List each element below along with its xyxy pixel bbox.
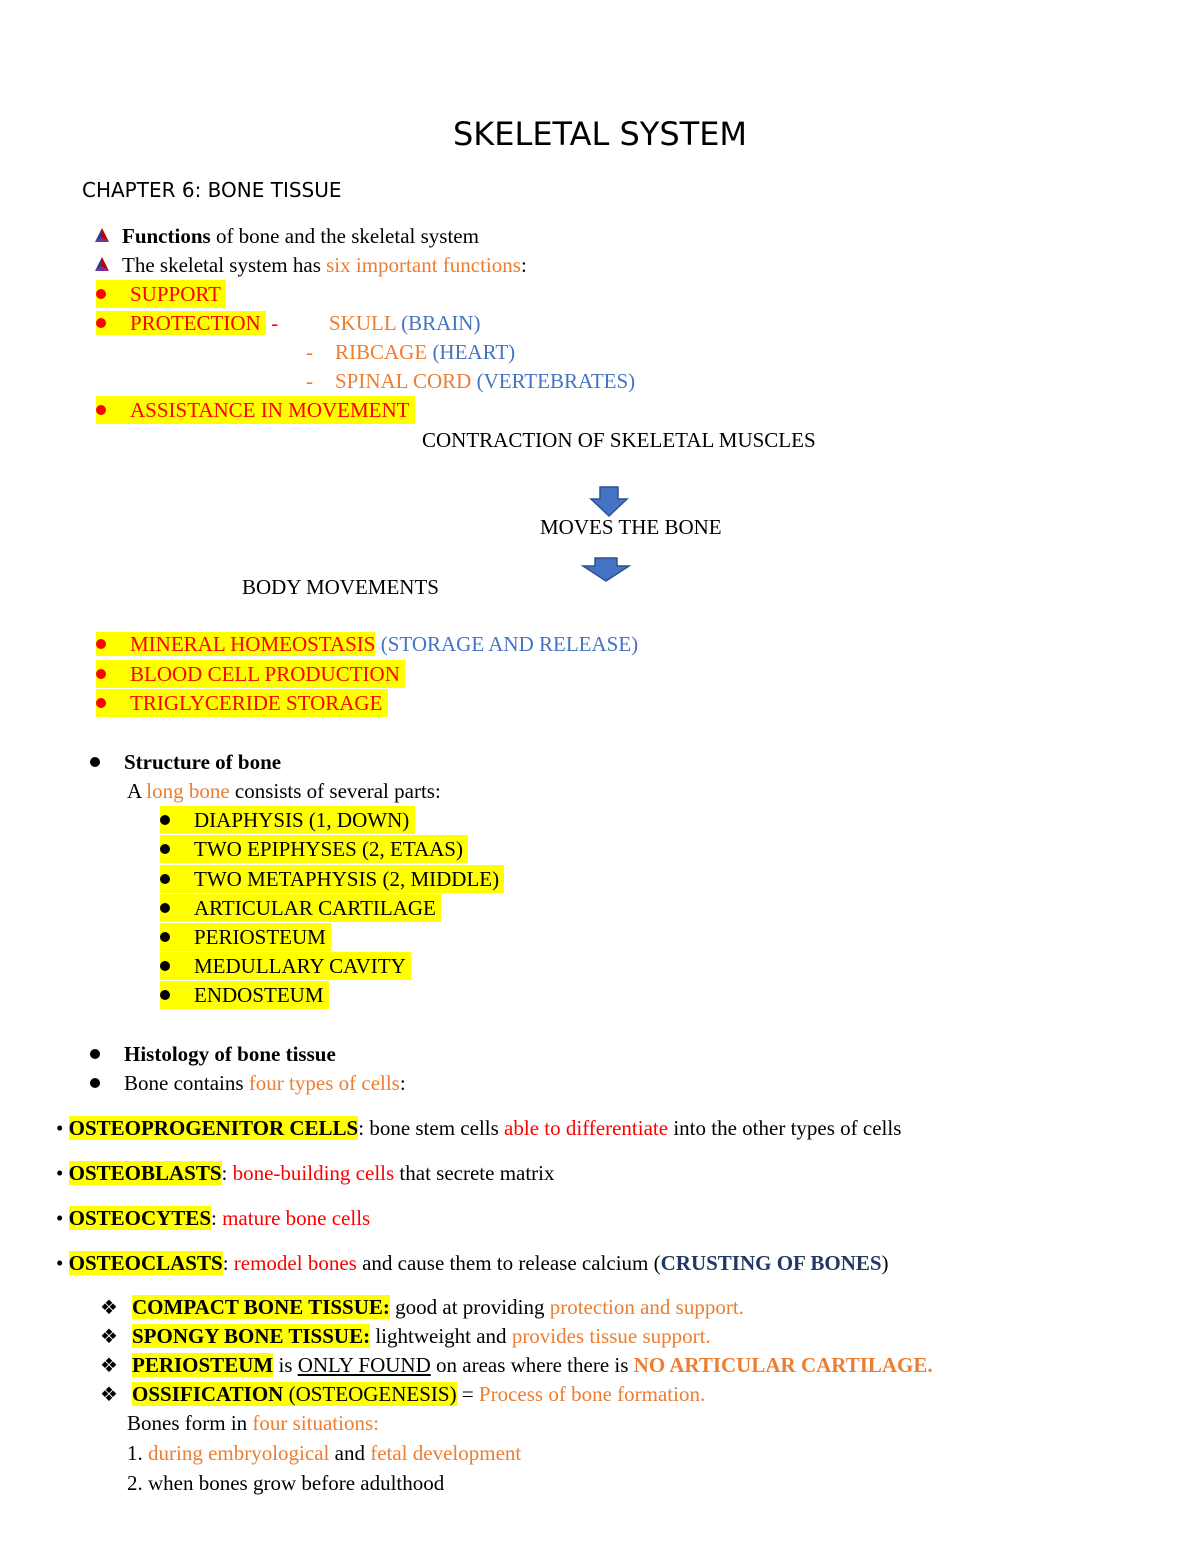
- structure-post: consists of several parts:: [229, 779, 441, 803]
- bone-part-item: [160, 894, 441, 922]
- flow-body-movements: BODY MOVEMENTS: [242, 575, 439, 599]
- bullet-icon: •: [56, 1206, 64, 1230]
- cell-desc: that secrete matrix: [394, 1161, 555, 1185]
- six-post: :: [520, 253, 527, 277]
- function-trig: [96, 689, 388, 717]
- tissue-highlight: provides tissue support.: [511, 1324, 711, 1348]
- structure-heading: [90, 748, 281, 776]
- cell-osteoblasts: [56, 1159, 555, 1187]
- spinal-line: [306, 367, 635, 395]
- mineral-text: MINERAL HOMEOSTASIS: [130, 632, 376, 656]
- osteogenesis: (OSTEOGENESIS): [283, 1382, 457, 1406]
- tissue-compact: [98, 1293, 744, 1322]
- cell-desc: :: [221, 1161, 233, 1185]
- bullet-icon: [96, 289, 106, 299]
- cell-osteoprogenitor: [56, 1114, 901, 1142]
- bone-part-item: [160, 981, 329, 1009]
- tissue-desc: is: [273, 1353, 298, 1377]
- dash: -: [306, 340, 313, 364]
- only-found: ONLY FOUND: [297, 1353, 431, 1377]
- bullet-icon: [160, 932, 170, 942]
- tissue-ossification: [98, 1380, 705, 1409]
- flow-contraction: CONTRACTION OF SKELETAL MUSCLES: [422, 428, 816, 452]
- structure-line: [127, 777, 441, 805]
- bullet-icon: [90, 1049, 100, 1059]
- cell-name: OSTEOBLASTS: [68, 1161, 222, 1185]
- functions-line: [92, 222, 479, 250]
- function-movement: [96, 396, 415, 424]
- bullet-icon: [160, 844, 170, 854]
- bone-part-label: PERIOSTEUM: [194, 925, 326, 949]
- bullet-icon: [90, 1078, 100, 1088]
- diamond-bullet-icon: ❖: [100, 1384, 118, 1406]
- page-title: SKELETAL SYSTEM: [452, 115, 748, 153]
- trig-text: TRIGLYCERIDE STORAGE: [130, 691, 383, 715]
- bullet-icon: [160, 961, 170, 971]
- long-bone: long bone: [146, 779, 230, 803]
- cell-name: OSTEOPROGENITOR CELLS: [68, 1116, 359, 1140]
- mineral-note: (STORAGE AND RELEASE): [375, 632, 639, 656]
- four-situations: four situations:: [252, 1411, 379, 1435]
- tissue-highlight: protection and support.: [549, 1295, 744, 1319]
- bullet-icon: [90, 757, 100, 767]
- diamond-bullet-icon: ❖: [100, 1326, 118, 1348]
- bullet-icon: [96, 639, 106, 649]
- function-blood: [96, 660, 405, 688]
- brain-text: (BRAIN): [395, 311, 481, 335]
- support-text: SUPPORT: [130, 282, 221, 306]
- situation-2: 2. when bones grow before adulthood: [127, 1471, 445, 1495]
- ribcage-text: RIBCAGE: [335, 340, 428, 364]
- bone-part-label: MEDULLARY CAVITY: [194, 954, 406, 978]
- dash: -: [306, 369, 313, 393]
- skull-line: [329, 309, 480, 337]
- and: and: [329, 1441, 371, 1465]
- crusting-text: CRUSTING OF BONES: [660, 1251, 882, 1275]
- spinal-text: SPINAL CORD: [335, 369, 472, 393]
- tissue-highlight: Process of bone formation.: [478, 1382, 706, 1406]
- bone-part-label: TWO EPIPHYSES (2, ETAAS): [194, 837, 463, 861]
- heart-text: (HEART): [427, 340, 516, 364]
- function-support: [96, 280, 226, 308]
- cell-highlight: able to differentiate: [504, 1116, 669, 1140]
- no-articular: NO ARTICULAR CARTILAGE.: [633, 1353, 933, 1377]
- bone-part-label: TWO METAPHYSIS (2, MIDDLE): [194, 867, 500, 891]
- protection-dash: -: [265, 311, 279, 335]
- flow-moves-bone: MOVES THE BONE: [540, 515, 722, 539]
- cell-desc: and cause them to release calcium (: [356, 1251, 661, 1275]
- structure-heading-text: Structure of bone: [124, 750, 282, 774]
- movement-text: ASSISTANCE IN MOVEMENT: [130, 398, 410, 422]
- six-pre: The skeletal system has: [122, 253, 327, 277]
- arrow-bullet-icon: [92, 226, 112, 246]
- equals: =: [456, 1382, 479, 1406]
- bullet-icon: [96, 318, 106, 328]
- blood-text: BLOOD CELL PRODUCTION: [130, 662, 400, 686]
- tissue-desc: on areas where there is: [430, 1353, 634, 1377]
- histology-heading-text: Histology of bone tissue: [124, 1042, 336, 1066]
- cell-name: OSTEOCYTES: [68, 1206, 211, 1230]
- vertebrates-text: (VERTEBRATES): [471, 369, 636, 393]
- tissue-name: SPONGY BONE TISSUE:: [132, 1324, 371, 1348]
- histology-post: :: [399, 1071, 406, 1095]
- cell-osteocytes: [56, 1204, 370, 1232]
- bone-part-item: [160, 865, 504, 893]
- cell-desc: into the other types of cells: [668, 1116, 902, 1140]
- bone-part-label: DIAPHYSIS (1, DOWN): [194, 808, 410, 832]
- bones-form-line: [127, 1409, 379, 1437]
- bone-part-item: [160, 806, 415, 834]
- tissue-spongy: [98, 1322, 711, 1351]
- six-highlight: six important functions: [326, 253, 521, 277]
- down-arrow-icon: [581, 557, 631, 583]
- bone-part-item: [160, 923, 331, 951]
- function-mineral: [96, 630, 638, 658]
- protection-text: PROTECTION: [130, 311, 261, 335]
- bullet-icon: [160, 815, 170, 825]
- histology-pre: Bone contains: [124, 1071, 249, 1095]
- cell-desc: :: [211, 1206, 223, 1230]
- cell-osteoclasts: [56, 1249, 889, 1277]
- bullet-icon: •: [56, 1161, 64, 1185]
- bone-part-label: ENDOSTEUM: [194, 983, 324, 1007]
- functions-rest: of bone and the skeletal system: [210, 224, 479, 248]
- cell-desc: : bone stem cells: [358, 1116, 505, 1140]
- functions-bold: Functions: [122, 224, 211, 248]
- bullet-icon: •: [56, 1251, 64, 1275]
- ribcage-line: [306, 338, 515, 366]
- four-types: four types of cells: [248, 1071, 400, 1095]
- bullet-icon: [96, 669, 106, 679]
- histology-heading: [90, 1040, 336, 1068]
- chapter-heading: CHAPTER 6: BONE TISSUE: [82, 178, 342, 202]
- function-protection: [96, 309, 278, 337]
- bullet-icon: [160, 874, 170, 884]
- histology-line: [90, 1069, 406, 1097]
- structure-pre: A: [127, 779, 147, 803]
- tissue-name: OSSIFICATION: [132, 1382, 284, 1406]
- fetal: fetal development: [370, 1441, 522, 1465]
- arrow-bullet-icon: [92, 255, 112, 275]
- tissue-desc: lightweight and: [370, 1324, 512, 1348]
- tissue-periosteum: [98, 1351, 933, 1380]
- bullet-icon: [160, 990, 170, 1000]
- diamond-bullet-icon: ❖: [100, 1297, 118, 1319]
- bullet-icon: [96, 698, 106, 708]
- bone-part-item: [160, 835, 468, 863]
- bone-part-item: [160, 952, 411, 980]
- bullet-icon: •: [56, 1116, 64, 1140]
- bone-part-label: ARTICULAR CARTILAGE: [194, 896, 436, 920]
- bullet-icon: [160, 903, 170, 913]
- cell-highlight: bone-building cells: [232, 1161, 395, 1185]
- cell-highlight: remodel bones: [233, 1251, 357, 1275]
- cell-name: OSTEOCLASTS: [68, 1251, 223, 1275]
- tissue-desc: good at providing: [389, 1295, 550, 1319]
- form-pre: Bones form in: [127, 1411, 253, 1435]
- cell-desc: :: [222, 1251, 234, 1275]
- tissue-name: PERIOSTEUM: [132, 1353, 274, 1377]
- six-functions-line: [92, 251, 527, 279]
- cell-highlight: mature bone cells: [222, 1206, 371, 1230]
- situation-1: [127, 1439, 521, 1467]
- skull-text: SKULL: [329, 311, 396, 335]
- situation-number: 1.: [127, 1441, 148, 1465]
- embryological: during embryological: [148, 1441, 330, 1465]
- cell-desc: ): [881, 1251, 889, 1275]
- tissue-name: COMPACT BONE TISSUE:: [132, 1295, 390, 1319]
- diamond-bullet-icon: ❖: [100, 1355, 118, 1377]
- bullet-icon: [96, 405, 106, 415]
